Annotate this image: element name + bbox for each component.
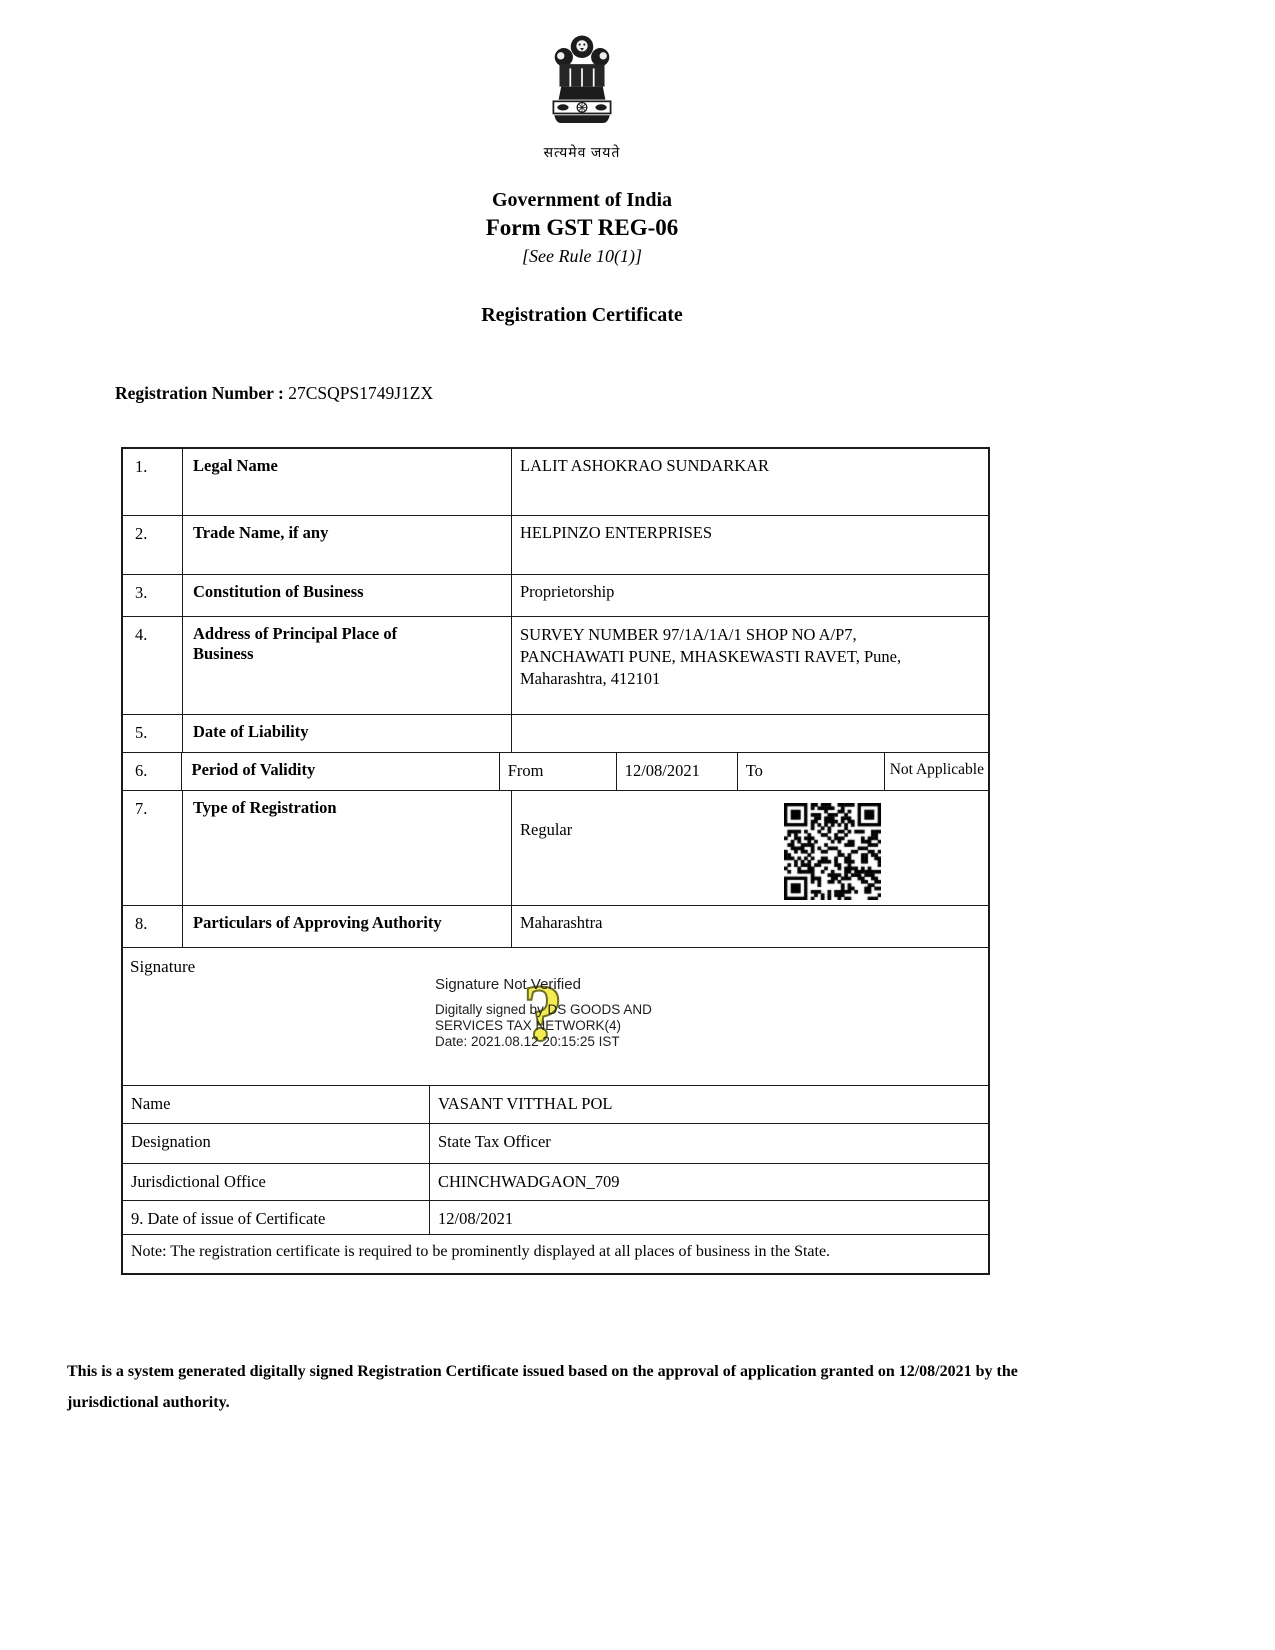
table-row-designation — [123, 1123, 988, 1163]
registration-type-text: Regular — [520, 820, 573, 839]
row-label: Particulars of Approving Authority — [183, 906, 512, 947]
signature-section — [123, 947, 988, 1085]
row-label — [183, 617, 512, 714]
row-label: Type of Registration — [183, 791, 512, 905]
row-label: Date of Liability — [183, 715, 512, 752]
row-number: 1. — [123, 449, 183, 515]
government-title: Government of India — [492, 189, 672, 211]
row-value: Proprietorship — [520, 582, 615, 601]
table-row-note — [123, 1234, 988, 1273]
stamp-network-line: SERVICES TAX NETWORK(4) — [435, 1018, 622, 1033]
stamp-signed-by-line: Digitally signed by DS GOODS AND — [435, 1002, 652, 1017]
row-value: VASANT VITTHAL POL — [438, 1094, 613, 1113]
signature-label: Signature — [130, 957, 196, 976]
rule-reference: [See Rule 10(1)] — [522, 246, 642, 266]
emblem-caption: सत्यमेव जयते — [543, 146, 621, 161]
validity-to-label: To — [738, 753, 885, 790]
row-number: 5. — [123, 715, 183, 752]
digital-signature-stamp — [435, 970, 652, 1058]
note-text: Note: The registration certificate is required to be prominently displayed at all places of business in the State. — [131, 1243, 831, 1260]
stamp-date-line: Date: 2021.08.12 20:15:25 IST — [435, 1034, 620, 1049]
row-value: CHINCHWADGAON_709 — [438, 1172, 620, 1191]
row-label-text: Address of Principal Place of Business — [193, 624, 398, 663]
table-row-date-of-issue — [123, 1200, 988, 1234]
qr-code-icon — [784, 803, 881, 900]
table-row-constitution — [123, 574, 988, 616]
table-row-date-of-liability — [123, 714, 988, 752]
emblem-block — [0, 32, 1164, 162]
row-label: Period of Validity — [182, 753, 500, 790]
registration-number-line — [115, 383, 433, 404]
certificate-table — [121, 447, 990, 1275]
table-row-jurisdictional-office — [123, 1163, 988, 1200]
row-value — [512, 715, 988, 752]
table-row-period-of-validity — [123, 752, 988, 790]
row-label: Name — [123, 1086, 430, 1123]
table-row-legal-name — [123, 449, 988, 515]
row-label: Constitution of Business — [183, 575, 512, 616]
row-value — [512, 791, 988, 905]
row-label: Trade Name, if any — [183, 516, 512, 574]
row-number: 2. — [123, 516, 183, 574]
row-value: Maharashtra — [520, 913, 603, 932]
row-label: Designation — [123, 1124, 430, 1163]
signature-question-mark-icon: ? — [523, 970, 563, 1058]
table-row-address — [123, 616, 988, 714]
validity-to-value: Not Applicable — [889, 761, 984, 778]
validity-from-value: 12/08/2021 — [617, 753, 738, 790]
system-generated-note: This is a system generated digitally signed Registration Certificate issued based on the approval of application granted on 12/08/2021 by the jurisdictional authority. — [67, 1363, 1018, 1411]
table-row-trade-name — [123, 515, 988, 574]
table-row-officer-name — [123, 1085, 988, 1123]
row-number: 8. — [123, 906, 183, 947]
registration-number-label: Registration Number : — [115, 383, 284, 403]
stamp-title: Signature Not Verified — [435, 976, 581, 993]
row-value: HELPINZO ENTERPRISES — [520, 523, 713, 542]
document-title: Registration Certificate — [481, 304, 683, 326]
row-number: 6. — [123, 753, 182, 790]
row-value: State Tax Officer — [438, 1132, 551, 1151]
row-number: 3. — [123, 575, 183, 616]
table-row-type-of-registration — [123, 790, 988, 905]
row-value: LALIT ASHOKRAO SUNDARKAR — [520, 456, 770, 475]
validity-from-label: From — [500, 753, 617, 790]
registration-number-value: 27CSQPS1749J1ZX — [288, 383, 434, 403]
validity-subrow — [500, 753, 988, 790]
row-number: 7. — [123, 791, 183, 905]
form-title: Form GST REG-06 — [485, 215, 679, 240]
india-national-emblem-icon — [549, 32, 615, 141]
row-value — [512, 617, 988, 714]
table-row-approving-authority — [123, 905, 988, 947]
row-label: 9. Date of issue of Certificate — [123, 1201, 430, 1234]
row-label: Jurisdictional Office — [123, 1164, 430, 1200]
row-label: Legal Name — [183, 449, 512, 515]
row-number: 4. — [123, 617, 183, 714]
address-text: SURVEY NUMBER 97/1A/1A/1 SHOP NO A/P7, PANCHAWATI PUNE, MHASKEWASTI RAVET, Pune, Maharashtra, 412101 — [520, 625, 902, 688]
row-value: 12/08/2021 — [438, 1209, 514, 1228]
